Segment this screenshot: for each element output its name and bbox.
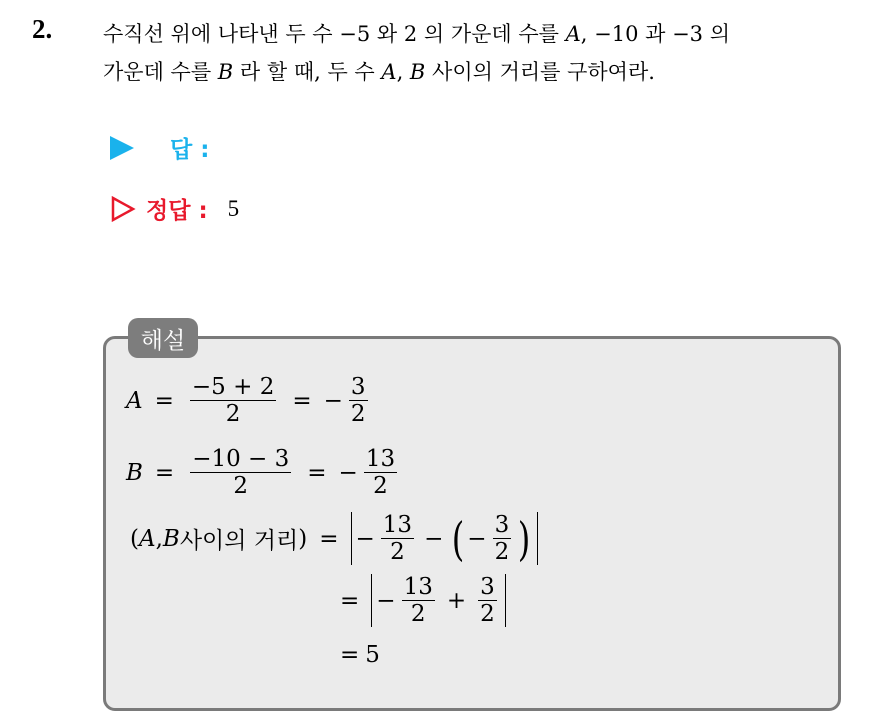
fraction — [402, 574, 435, 627]
minus-sign: − — [376, 587, 396, 614]
solution-tag: 해설 — [128, 318, 198, 358]
open-paren: ( — [130, 525, 139, 552]
question-number: 2. — [32, 14, 53, 44]
fraction — [349, 374, 368, 427]
minus-sign: − — [323, 387, 343, 414]
right-paren: ) — [517, 511, 531, 566]
solution-line-a — [126, 374, 372, 427]
fraction — [190, 374, 276, 427]
variable-a: A — [565, 22, 581, 46]
absolute-value — [371, 574, 505, 627]
numerator: −5 + 2 — [191, 374, 275, 400]
question-text: , — [396, 60, 410, 84]
denominator: 2 — [480, 601, 495, 627]
numerator: 3 — [350, 374, 366, 400]
variable-b: B — [162, 525, 180, 552]
variable-a: A — [381, 60, 397, 84]
equals-sign: = — [340, 642, 360, 668]
question-text-line-1 — [103, 18, 730, 48]
minus-sign: − — [355, 525, 375, 552]
denominator: 2 — [373, 473, 388, 499]
minus-sign: − — [424, 525, 444, 552]
equals-sign: = — [340, 587, 360, 614]
question-text: 라 할 때, 두 수 — [233, 60, 382, 84]
blue-play-arrow-icon — [110, 136, 134, 160]
correct-answer-label: 정답 : — [146, 198, 208, 224]
solution-line-b — [126, 446, 401, 499]
denominator: 2 — [350, 401, 366, 427]
fraction — [493, 512, 512, 565]
minus-sign: − — [338, 459, 358, 486]
question-text: 사이의 거리를 구하여라. — [425, 60, 655, 84]
answer-label: 답 : — [170, 137, 210, 163]
solution-line-c — [130, 512, 538, 565]
comma: , — [155, 525, 163, 552]
plus-sign: + — [446, 587, 467, 614]
denominator: 2 — [233, 473, 249, 499]
fraction — [478, 574, 497, 627]
solution-line-d — [340, 574, 506, 627]
close-paren: ) — [298, 525, 308, 552]
numerator: 3 — [494, 512, 510, 538]
denominator: 2 — [410, 601, 426, 627]
minus-sign: − — [467, 525, 487, 552]
denominator: 2 — [390, 539, 405, 565]
absolute-value — [351, 512, 539, 565]
final-value: 5 — [365, 642, 380, 668]
answer-blank-row — [110, 131, 209, 164]
numerator: 13 — [365, 446, 396, 472]
equals-sign: = — [307, 459, 327, 486]
numerator: −10 − 3 — [192, 446, 290, 472]
equals-sign: = — [292, 387, 312, 414]
distance-text: 사이의 거리 — [179, 528, 299, 554]
question-text: 수직선 위에 나타낸 두 수 −5 와 2 의 가운데 수를 — [103, 22, 566, 46]
fraction — [364, 446, 397, 499]
left-paren: ( — [452, 511, 465, 566]
correct-answer-value: 5 — [227, 195, 240, 221]
fraction — [190, 446, 291, 499]
denominator: 2 — [225, 401, 241, 427]
red-outline-arrow-icon — [110, 196, 136, 222]
denominator: 2 — [494, 539, 510, 565]
numerator: 13 — [403, 574, 433, 600]
question-text: 가운데 수를 — [103, 60, 218, 84]
variable-b: B — [409, 60, 426, 84]
numerator: 13 — [382, 512, 413, 538]
equals-sign: = — [154, 459, 175, 486]
variable-b: B — [126, 459, 143, 486]
variable-a: A — [126, 387, 143, 414]
question-text: , −10 과 −3 의 — [580, 22, 731, 46]
variable-b: B — [217, 60, 234, 84]
correct-answer-row — [110, 192, 239, 225]
solution-line-e — [340, 642, 380, 668]
variable-a: A — [138, 525, 156, 552]
equals-sign: = — [319, 525, 339, 552]
numerator: 3 — [480, 574, 495, 600]
fraction — [381, 512, 414, 565]
question-text-line-2 — [103, 56, 655, 86]
equals-sign: = — [154, 387, 174, 414]
